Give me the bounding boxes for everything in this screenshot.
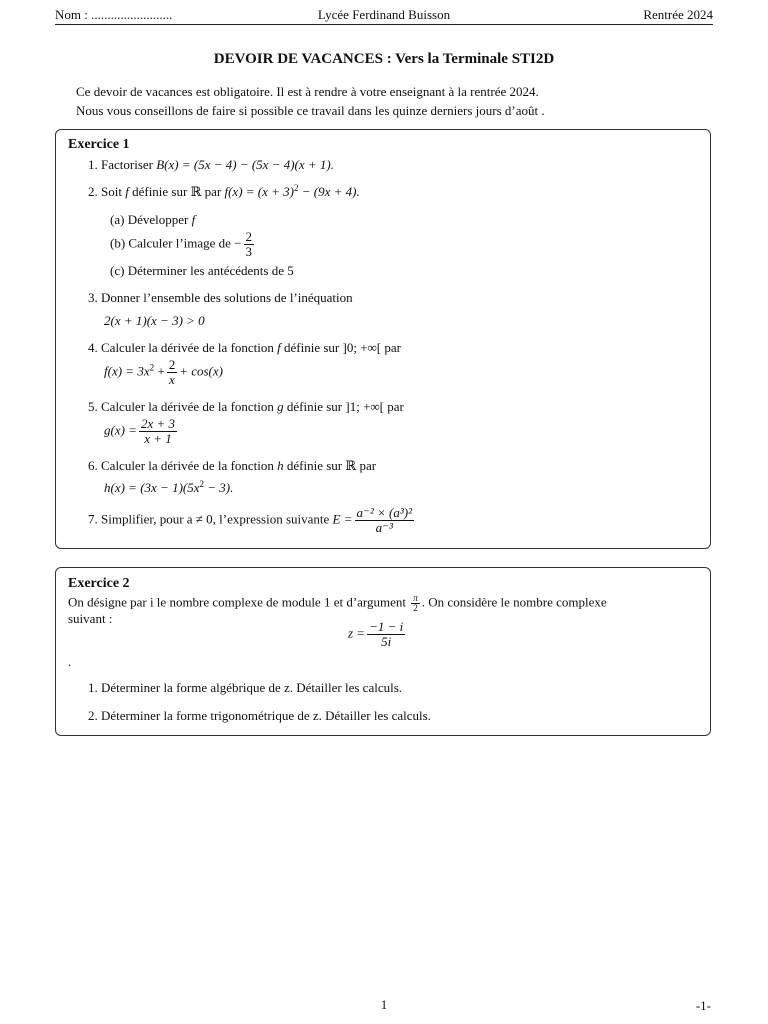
math-expr: − 3). xyxy=(204,480,234,495)
page-number-right: -1- xyxy=(695,998,711,1013)
math-var: h xyxy=(277,458,284,473)
q-text: Calculer la dérivée de la fonction xyxy=(101,399,274,414)
q-text: Développer xyxy=(127,212,189,227)
exercise-1-title: Exercice 1 xyxy=(68,137,130,152)
q-number: 4. xyxy=(88,340,98,355)
ex1-q3-expr xyxy=(104,313,205,329)
ex2-statement-line-1 xyxy=(68,594,607,613)
q-text: Déterminer les antécédents de 5 xyxy=(127,263,294,278)
ex1-q2b xyxy=(110,230,256,259)
math-expr: h(x) = (3x − 1)(5x xyxy=(104,480,200,495)
exercise-2-title: Exercice 2 xyxy=(68,576,130,591)
page-number: 1 xyxy=(380,997,388,1012)
q-number: 6. xyxy=(88,458,98,473)
q-number: 2. xyxy=(88,708,98,723)
math-var: f xyxy=(191,212,196,227)
math-expr: f(x) = (x + 3) xyxy=(224,184,294,199)
math-expr: g(x) = xyxy=(104,422,137,438)
ex2-statement-line-2: suivant : xyxy=(68,611,113,626)
q-text: définie sur ]1; +∞[ par xyxy=(286,399,404,414)
sub-label: (c) xyxy=(110,263,125,278)
ex2-q2 xyxy=(88,708,431,724)
ex2-q1 xyxy=(88,680,402,696)
intro-line-1: Ce devoir de vacances est obligatoire. Il est à rendre à votre enseignant à la rentrée 2024. xyxy=(76,84,539,99)
math-expr: + cos(x) xyxy=(179,363,223,379)
q-number: 7. xyxy=(88,511,98,527)
exponent: 2 xyxy=(199,479,205,489)
fraction: $\frac{2}{3}$ xyxy=(245,229,253,259)
statement-text: . On considère le nombre complexe xyxy=(421,594,607,610)
fraction: $\frac{\text{a⁻² × (a³)²}}{\text{a⁻³}}$ xyxy=(356,505,413,535)
q-number: 1. xyxy=(88,680,98,695)
q-text: Calculer la dérivée de la fonction xyxy=(101,340,274,355)
ex1-q2 xyxy=(88,184,360,200)
ex1-q3 xyxy=(88,290,353,306)
exponent: 2 xyxy=(149,362,155,373)
header-name-field: Nom : ......................... xyxy=(55,7,173,22)
q-text: Simplifier, pour a ≠ 0, l’expression suivante xyxy=(101,511,330,527)
math-var: f xyxy=(277,340,281,355)
fraction: $\frac{2x + 3}{x + 1}$ xyxy=(140,416,175,446)
math-expr: E = xyxy=(332,511,353,527)
q-text: Donner l’ensemble des solutions de l’inéquation xyxy=(101,290,353,305)
q-text: Factoriser xyxy=(101,157,153,172)
ex1-q6 xyxy=(88,458,376,474)
intro-line-2: Nous vous conseillons de faire si possible ce travail dans les quinze derniers jours d’août . xyxy=(76,103,545,118)
q-text: définie sur ]0; +∞[ par xyxy=(284,340,401,355)
fraction: $\frac{\pi}{2}$ xyxy=(413,593,418,613)
math-expr: 2(x + 1)(x − 3) > 0 xyxy=(104,313,205,328)
math-expr: − (9x + 4). xyxy=(298,184,360,199)
ex1-q1 xyxy=(88,157,334,173)
math-op: + xyxy=(154,363,165,379)
math-expr: f(x) = 3x xyxy=(104,363,150,379)
intro-text xyxy=(76,82,545,120)
fraction: $\frac{-1 - i}{5i}$ xyxy=(369,619,404,649)
ex1-q6-expr xyxy=(104,480,233,496)
ex1-q7 xyxy=(88,506,416,535)
q-number: 5. xyxy=(88,399,98,414)
math-expr: B(x) = (5x − 4) − (5x − 4)(x + 1). xyxy=(156,157,335,172)
exercise-1-box xyxy=(55,129,711,549)
q-text: Calculer la dérivée de la fonction xyxy=(101,458,274,473)
q-number: 3. xyxy=(88,290,98,305)
ex2-z-definition xyxy=(348,620,407,649)
document-title: DEVOIR DE VACANCES : Vers la Terminale STI2D xyxy=(213,51,555,67)
math-var: f xyxy=(125,184,129,199)
exponent: 2 xyxy=(294,183,299,193)
sub-label: (a) xyxy=(110,212,125,227)
page-header xyxy=(55,6,713,25)
q-number: 1. xyxy=(88,157,98,172)
ex1-q2c xyxy=(110,263,294,279)
ex1-q2a xyxy=(110,212,195,228)
ex1-q4-expr xyxy=(104,358,223,387)
math-var: g xyxy=(277,399,284,414)
exercise-2-box xyxy=(55,567,711,736)
fraction: $\frac{2}{x}$ xyxy=(168,357,176,387)
q-text: Déterminer la forme algébrique de z. Détailler les calculs. xyxy=(101,680,403,695)
q-text: Déterminer la forme trigonométrique de z. Détailler les calculs. xyxy=(101,708,431,723)
header-date: Rentrée 2024 xyxy=(643,7,713,22)
ex1-q4 xyxy=(88,340,401,356)
math-expr: z = xyxy=(348,625,366,641)
q-number: 2. xyxy=(88,184,98,199)
q-text: définie sur ℝ par xyxy=(286,458,377,473)
statement-text: On désigne par i le nombre complexe de module 1 et d’argument xyxy=(68,594,407,610)
ex2-dot: . xyxy=(68,654,72,669)
q-text: définie sur ℝ par xyxy=(132,184,222,199)
header-school: Lycée Ferdinand Buisson xyxy=(317,7,451,22)
sub-label: (b) xyxy=(110,235,126,251)
q-text: Soit xyxy=(101,184,122,199)
q-text: Calculer l’image de − xyxy=(128,235,242,251)
ex1-q5 xyxy=(88,399,404,415)
ex1-q5-expr xyxy=(104,417,179,446)
